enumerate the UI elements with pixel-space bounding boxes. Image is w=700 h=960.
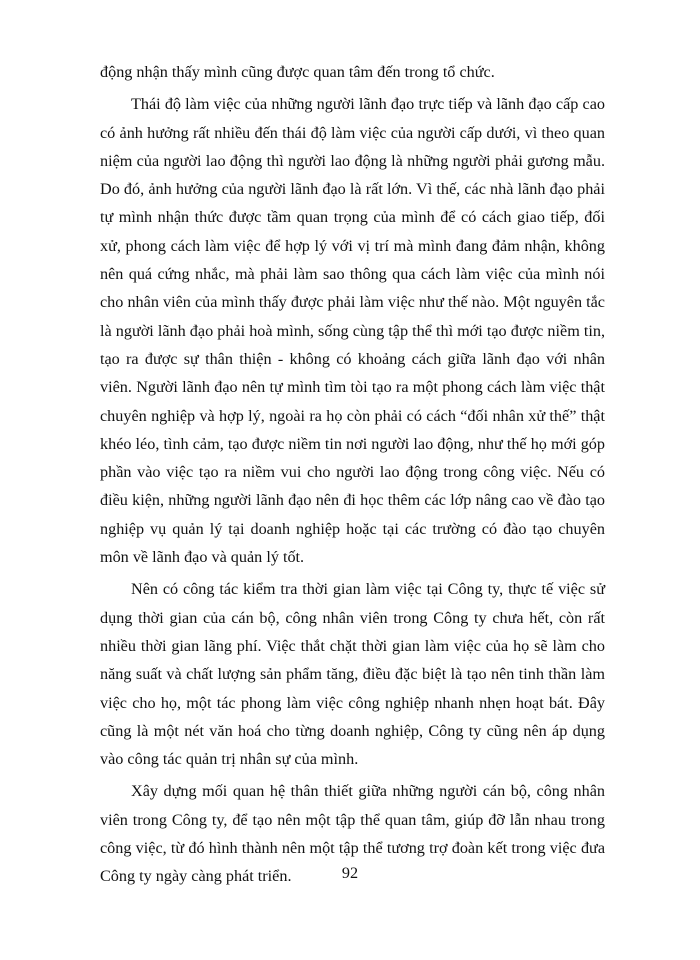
page-number: 92 <box>341 864 359 882</box>
paragraph-work-time-control: Nên có công tác kiểm tra thời gian làm việc tại Công ty, thực tế việc sử dụng thời gian của cán bộ, công nhân viên trong Công ty chưa hết, còn rất nhiều thời gian lãng phí. Việc thắt chặt thời gian làm việc của họ sẽ làm cho năng suất và chất lượng sản phẩm tăng, điều đặc biệt là tạo nên tinh thần làm việc cho họ, một tác phong làm việc công nghiệp nhanh nhẹn hoạt bát. Đây cũng là một nét văn hoá cho từng doanh nghiệp, Công ty cũng nên áp dụng vào công tác quản trị nhân sự của mình. <box>100 580 605 769</box>
body-text <box>100 58 605 895</box>
paragraph-continuation: động nhận thấy mình cũng được quan tâm đến trong tổ chức. <box>100 63 495 81</box>
paragraph-leadership-attitude: Thái độ làm việc của những người lãnh đạo trực tiếp và lãnh đạo cấp cao có ảnh hưởng rất nhiều đến thái độ làm việc của người cấp dưới, vì theo quan niệm của người lao động thì người lao động là những người phải gương mẫu. Do đó, ảnh hưởng của người lãnh đạo là rất lớn. Vì thế, các nhà lãnh đạo phải tự mình nhận thức được tầm quan trọng của mình để có cách giao tiếp, đối xử, phong cách làm việc để hợp lý với vị trí mà mình đang đảm nhận, không nên quá cứng nhắc, mà phải làm sao thông qua cách làm việc của mình nói cho nhân viên của mình thấy được phải làm việc như thế nào. Một nguyên tắc là người lãnh đạo phải hoà mình, sống cùng tập thể thì mới tạo được niềm tin, tạo ra được sự thân thiện - không có khoảng cách giữa lãnh đạo với nhân viên. Người lãnh đạo nên tự mình tìm tòi tạo ra một phong cách làm việc thật chuyên nghiệp và hợp lý, ngoài ra họ còn phải có cách “đối nhân xử thế” thật khéo léo, tình cảm, tạo được niềm tin nơi người lao động, như thế họ mới góp phần vào việc tạo ra niềm vui cho người lao động trong công việc. Nếu có điều kiện, những người lãnh đạo nên đi học thêm các lớp nâng cao về đào tạo nghiệp vụ quản lý tại doanh nghiệp hoặc tại các trường có đào tạo chuyên môn về lãnh đạo và quản lý tốt. <box>100 95 605 567</box>
paragraph-relationships: Xây dựng mối quan hệ thân thiết giữa những người cán bộ, công nhân viên trong Công ty, để tạo nên một tập thể quan tâm, giúp đỡ lẫn nhau trong công việc, từ đó hình thành nên một tập thể tương trợ đoàn kết trong việc đưa Công ty ngày càng phát triển. <box>100 782 605 886</box>
